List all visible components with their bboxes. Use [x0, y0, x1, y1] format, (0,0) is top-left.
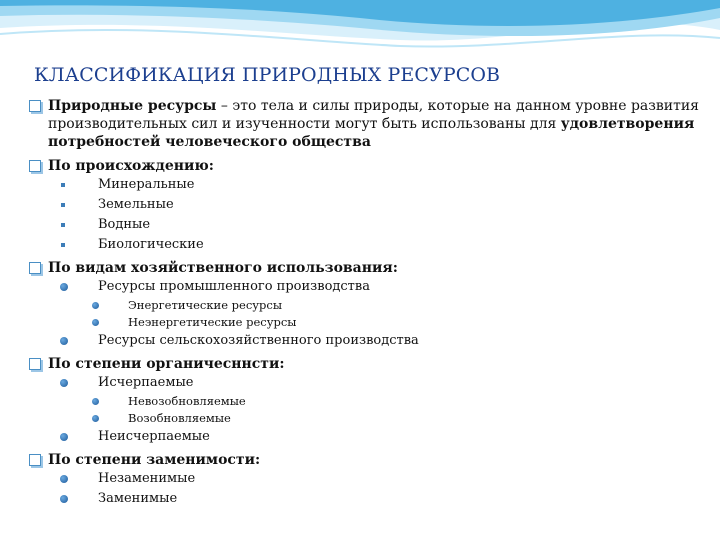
section-heading [28, 259, 708, 277]
list-item [28, 331, 708, 351]
list-item [28, 235, 708, 255]
page-title: КЛАССИФИКАЦИЯ ПРИРОДНЫХ РЕСУРСОВ [34, 64, 501, 86]
list-item [28, 175, 708, 195]
list-item-label: Исчерпаемые [98, 375, 194, 390]
list-item [28, 195, 708, 215]
definition-text: – это тела и силы природы, которые на данном уровне развития производительных сил и изученности могут быть использованы для [48, 98, 700, 132]
list-item-label: Незаменимые [98, 471, 196, 486]
round-bullet-icon [60, 379, 68, 387]
square-bullet-icon [29, 358, 41, 370]
square-bullet-icon [29, 262, 41, 274]
round-bullet-icon [60, 283, 68, 291]
sub-list-item [28, 297, 708, 314]
section-heading [28, 451, 708, 469]
round-bullet-icon [60, 433, 68, 441]
definition-term: Природные ресурсы [48, 98, 217, 114]
round-bullet-icon [60, 495, 68, 503]
section-heading [28, 157, 708, 175]
definition-paragraph [28, 97, 708, 151]
small-square-bullet-icon [61, 243, 65, 247]
list-item-label: Водные [98, 217, 151, 232]
sub-list-item-label: Возобновляемые [128, 411, 231, 425]
round-bullet-icon [92, 398, 99, 405]
sub-list-item [28, 393, 708, 410]
round-bullet-icon [92, 319, 99, 326]
list-item [28, 373, 708, 393]
section-heading-label: По степени заменимости: [48, 452, 261, 468]
square-bullet-icon [29, 454, 41, 466]
sub-list-item-label: Невозобновляемые [128, 394, 246, 408]
section-heading-label: По степени органичесннсти: [48, 356, 285, 372]
round-bullet-icon [60, 475, 68, 483]
section-heading-label: По происхождению: [48, 158, 214, 174]
round-bullet-icon [92, 415, 99, 422]
sub-list-item [28, 410, 708, 427]
list-item [28, 469, 708, 489]
square-bullet-icon [29, 160, 41, 172]
section-heading [28, 355, 708, 373]
list-item [28, 215, 708, 235]
round-bullet-icon [92, 302, 99, 309]
sub-list-item-label: Энергетические ресурсы [128, 298, 282, 312]
list-item-label: Биологические [98, 237, 204, 252]
header-wave-decoration [0, 0, 720, 70]
content-area [28, 97, 708, 509]
section-heading-label: По видам хозяйственного использования: [48, 260, 398, 276]
square-bullet-icon [29, 100, 41, 112]
list-item-label: Ресурсы промышленного производства [98, 279, 370, 294]
list-item-label: Ресурсы сельскохозяйственного производства [98, 333, 419, 348]
list-item [28, 427, 708, 447]
small-square-bullet-icon [61, 203, 65, 207]
list-item [28, 277, 708, 297]
small-square-bullet-icon [61, 223, 65, 227]
small-square-bullet-icon [61, 183, 65, 187]
list-item-label: Заменимые [98, 491, 178, 506]
list-item-label: Неисчерпаемые [98, 429, 210, 444]
list-item-label: Минеральные [98, 177, 195, 192]
list-item-label: Земельные [98, 197, 174, 212]
definition-emphasis: удовлетворения потребностей человеческого общества [48, 116, 695, 150]
sub-list-item [28, 314, 708, 331]
sub-list-item-label: Неэнергетические ресурсы [128, 315, 297, 329]
classification-list [28, 157, 708, 509]
list-item [28, 489, 708, 509]
round-bullet-icon [60, 337, 68, 345]
